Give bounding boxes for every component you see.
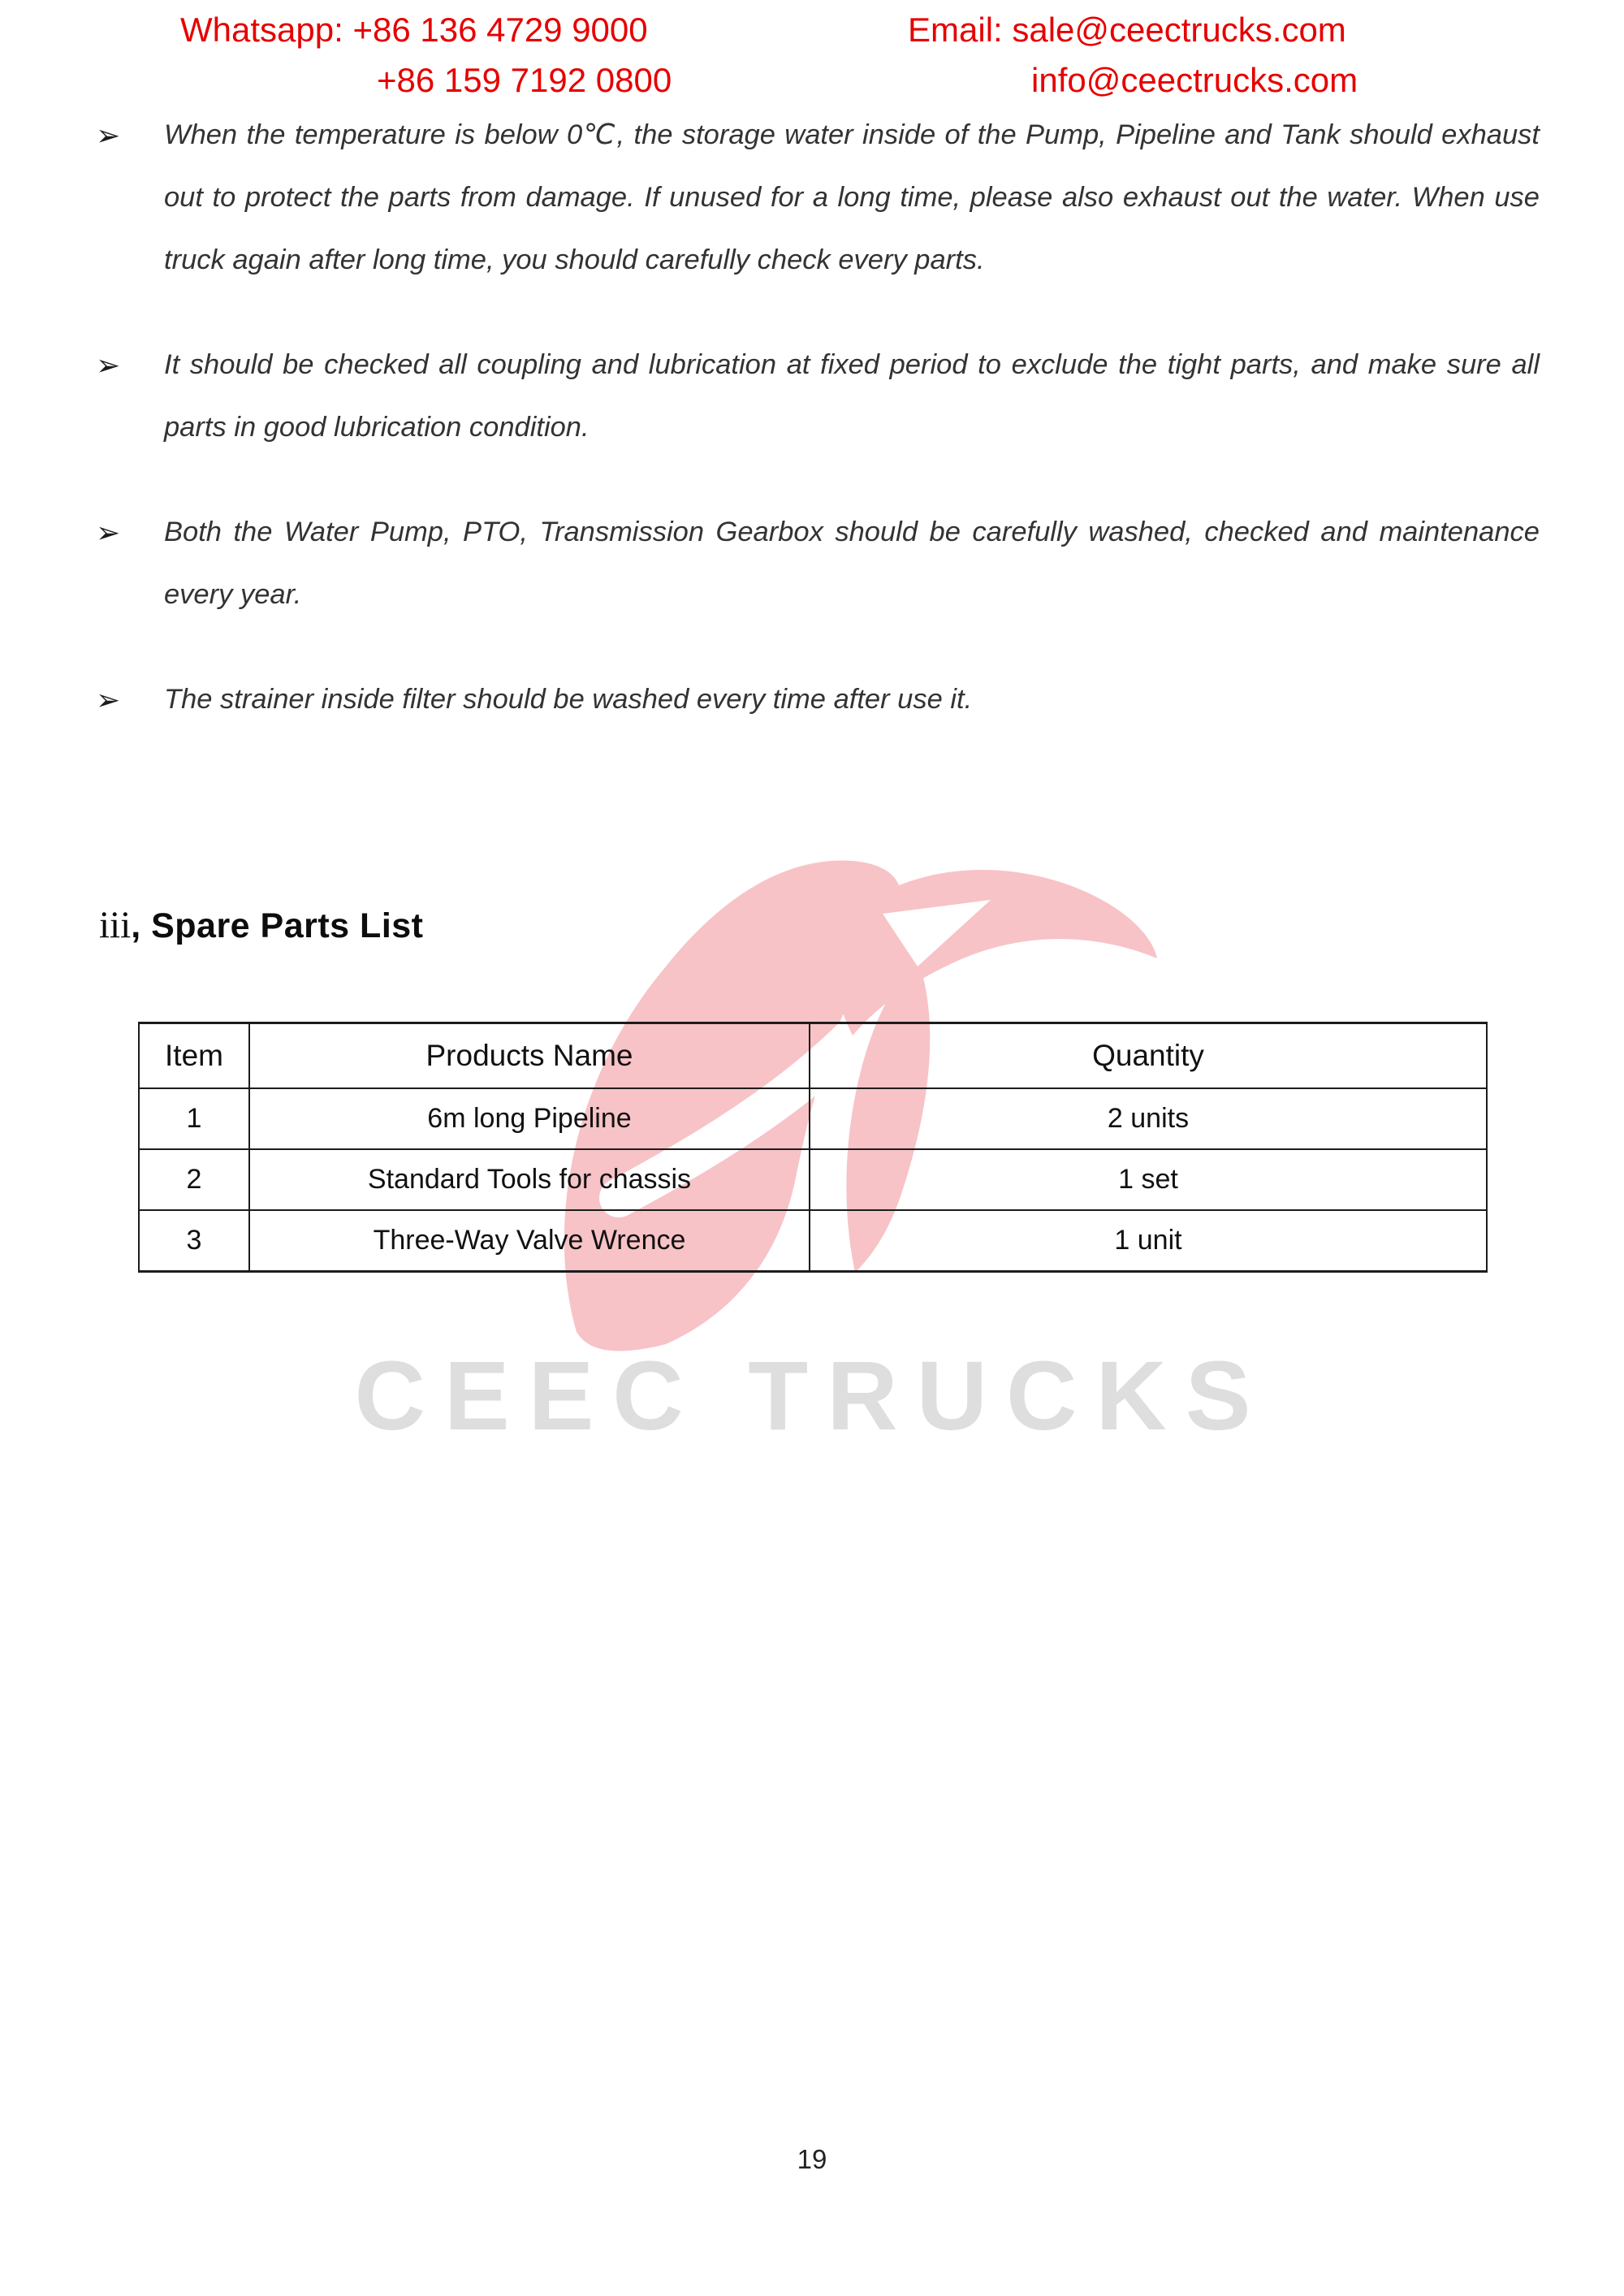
cell-product-name: Standard Tools for chassis — [249, 1149, 810, 1210]
cell-quantity: 1 unit — [810, 1210, 1487, 1272]
arrow-bullet-icon: ➢ — [96, 516, 121, 549]
list-item-text: Both the Water Pump, PTO, Transmission Gearbox should be carefully washed, checked and maintenance every year. — [164, 517, 1540, 610]
arrow-bullet-icon: ➢ — [96, 348, 121, 382]
list-item-text: The strainer inside filter should be washed every time after use it. — [164, 684, 973, 715]
list-item — [96, 334, 1540, 459]
whatsapp-number-secondary: +86 159 7192 0800 — [377, 61, 672, 99]
list-item — [96, 104, 1540, 292]
column-header-quantity: Quantity — [810, 1023, 1487, 1089]
table-header-row — [139, 1023, 1487, 1089]
header-email-block — [908, 5, 1358, 106]
table-row — [139, 1088, 1487, 1149]
list-item — [96, 501, 1540, 626]
whatsapp-number-primary: Whatsapp: +86 136 4729 9000 — [180, 11, 648, 49]
column-header-products-name: Products Name — [249, 1023, 810, 1089]
arrow-bullet-icon: ➢ — [96, 683, 121, 716]
section-heading-spare-parts — [99, 903, 424, 947]
list-item — [96, 668, 1540, 731]
cell-item: 2 — [139, 1149, 249, 1210]
ceec-trucks-watermark-text: CEEC TRUCKS — [354, 1340, 1270, 1451]
table-row — [139, 1210, 1487, 1272]
column-header-item: Item — [139, 1023, 249, 1089]
header-whatsapp-block — [180, 5, 672, 106]
table-row — [139, 1149, 1487, 1210]
spare-parts-table — [138, 1022, 1488, 1273]
cell-item: 3 — [139, 1210, 249, 1272]
section-title: , Spare Parts List — [131, 906, 424, 945]
maintenance-notes-list — [96, 104, 1540, 773]
cell-quantity: 1 set — [810, 1149, 1487, 1210]
list-item-text: It should be checked all coupling and lubrication at fixed period to exclude the tight parts, and make sure all parts in good lubrication condition. — [164, 349, 1540, 443]
email-address-primary: Email: sale@ceectrucks.com — [908, 11, 1346, 49]
list-item-text: When the temperature is below 0℃, the storage water inside of the Pump, Pipeline and Tank should exhaust out to protect the parts from damage. If unused for a long time, please also exhaust out the water. When use truck again after long time, you should carefully check every parts. — [164, 119, 1540, 275]
cell-product-name: Three-Way Valve Wrence — [249, 1210, 810, 1272]
page-number: 19 — [797, 2144, 827, 2174]
arrow-bullet-icon: ➢ — [96, 119, 121, 152]
cell-item: 1 — [139, 1088, 249, 1149]
section-numeral: iii — [99, 904, 132, 946]
cell-quantity: 2 units — [810, 1088, 1487, 1149]
cell-product-name: 6m long Pipeline — [249, 1088, 810, 1149]
email-address-secondary: info@ceectrucks.com — [1031, 61, 1358, 99]
